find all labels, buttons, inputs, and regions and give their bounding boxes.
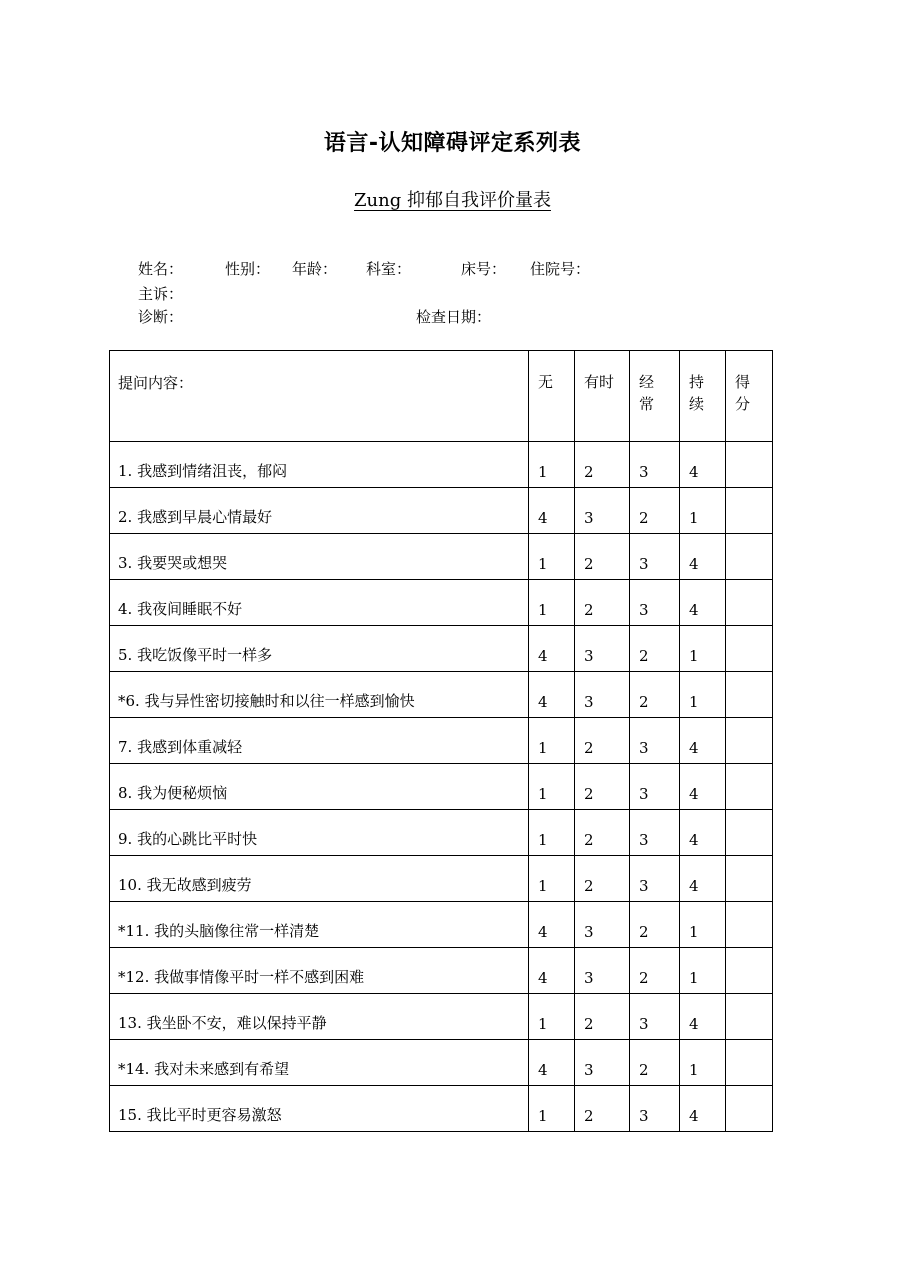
question-text: 4. 我夜间睡眠不好 <box>118 600 243 618</box>
score-option-value: 2 <box>584 601 594 619</box>
score-option-value: 1 <box>538 463 548 481</box>
score-option-often <box>630 994 680 1040</box>
score-input-cell[interactable] <box>726 810 773 856</box>
score-option-value: 1 <box>538 739 548 757</box>
score-option-none <box>529 764 575 810</box>
score-option-often <box>630 488 680 534</box>
header-sometimes <box>575 351 630 442</box>
score-input-cell[interactable] <box>726 488 773 534</box>
table-row <box>110 1086 773 1132</box>
score-option-value: 3 <box>639 877 649 895</box>
score-input-cell[interactable] <box>726 534 773 580</box>
score-option-value: 2 <box>584 463 594 481</box>
score-option-none <box>529 810 575 856</box>
score-option-none <box>529 488 575 534</box>
score-option-value: 2 <box>639 923 649 941</box>
score-option-value: 4 <box>538 509 548 527</box>
score-option-value: 3 <box>584 969 594 987</box>
score-option-sometimes <box>575 994 630 1040</box>
field-name-label: 姓名： <box>138 260 184 278</box>
score-option-none <box>529 580 575 626</box>
score-input-cell[interactable] <box>726 672 773 718</box>
score-option-value: 3 <box>639 1107 649 1125</box>
question-text: 9. 我的心跳比平时快 <box>118 830 258 848</box>
score-option-value: 1 <box>538 555 548 573</box>
question-text: *6. 我与异性密切接触时和以往一样感到愉快 <box>118 692 415 710</box>
score-option-sometimes <box>575 534 630 580</box>
score-option-value: 3 <box>639 463 649 481</box>
header-none-label: 无 <box>538 373 554 391</box>
header-score <box>726 351 773 442</box>
score-option-none <box>529 994 575 1040</box>
score-option-always <box>680 626 726 672</box>
score-option-value: 3 <box>639 601 649 619</box>
score-option-value: 4 <box>538 969 548 987</box>
question-cell <box>110 764 529 810</box>
header-always-label-2: 续 <box>689 395 705 413</box>
score-option-often <box>630 856 680 902</box>
score-option-value: 4 <box>689 739 699 757</box>
score-option-often <box>630 810 680 856</box>
table-row <box>110 626 773 672</box>
scale-subtitle-text: Zung 抑郁自我评价量表 <box>354 190 551 211</box>
question-text: *14. 我对未来感到有希望 <box>118 1060 290 1078</box>
score-option-often <box>630 902 680 948</box>
score-option-value: 4 <box>538 1061 548 1079</box>
table-row <box>110 764 773 810</box>
question-text: 2. 我感到早晨心情最好 <box>118 508 273 526</box>
score-option-value: 4 <box>538 923 548 941</box>
score-option-often <box>630 442 680 488</box>
score-option-value: 4 <box>689 1015 699 1033</box>
question-text: 5. 我吃饭像平时一样多 <box>118 646 273 664</box>
question-text: 8. 我为便秘烦恼 <box>118 784 228 802</box>
score-option-sometimes <box>575 1040 630 1086</box>
field-gender-label: 性别： <box>225 260 271 278</box>
field-diagnosis-label: 诊断： <box>138 308 184 326</box>
question-text: 1. 我感到情绪沮丧，郁闷 <box>118 462 288 480</box>
table-row <box>110 672 773 718</box>
score-option-value: 4 <box>538 647 548 665</box>
table-header-row <box>110 351 773 442</box>
table-row <box>110 902 773 948</box>
score-option-value: 4 <box>689 831 699 849</box>
question-cell <box>110 994 529 1040</box>
table-row <box>110 810 773 856</box>
score-option-sometimes <box>575 764 630 810</box>
score-option-value: 3 <box>639 555 649 573</box>
score-option-sometimes <box>575 856 630 902</box>
score-option-often <box>630 626 680 672</box>
table-row <box>110 1040 773 1086</box>
score-option-value: 2 <box>639 647 649 665</box>
score-option-always <box>680 856 726 902</box>
header-always-label-1: 持 <box>689 373 705 391</box>
score-input-cell[interactable] <box>726 994 773 1040</box>
field-age-label: 年龄： <box>292 260 338 278</box>
score-option-sometimes <box>575 626 630 672</box>
score-option-always <box>680 488 726 534</box>
score-option-value: 4 <box>689 601 699 619</box>
scale-subtitle <box>0 186 905 212</box>
score-input-cell[interactable] <box>726 1040 773 1086</box>
score-option-sometimes <box>575 672 630 718</box>
question-cell <box>110 1086 529 1132</box>
score-option-sometimes <box>575 488 630 534</box>
score-option-value: 3 <box>639 785 649 803</box>
question-cell <box>110 948 529 994</box>
score-option-value: 3 <box>584 647 594 665</box>
score-option-often <box>630 672 680 718</box>
score-option-value: 2 <box>584 739 594 757</box>
questionnaire-table <box>109 350 773 1132</box>
score-input-cell[interactable] <box>726 580 773 626</box>
header-question <box>110 351 529 442</box>
score-option-always <box>680 1040 726 1086</box>
question-cell <box>110 626 529 672</box>
score-option-value: 4 <box>689 785 699 803</box>
score-option-value: 3 <box>584 1061 594 1079</box>
score-option-always <box>680 580 726 626</box>
question-cell <box>110 534 529 580</box>
header-question-label: 提问内容： <box>118 374 194 392</box>
field-admission-label: 住院号： <box>530 260 591 278</box>
score-option-value: 2 <box>639 509 649 527</box>
score-option-value: 1 <box>689 647 699 665</box>
score-option-often <box>630 580 680 626</box>
question-cell <box>110 1040 529 1086</box>
score-option-value: 2 <box>584 831 594 849</box>
score-input-cell[interactable] <box>726 1086 773 1132</box>
table-row <box>110 718 773 764</box>
header-often-label-2: 常 <box>639 395 655 413</box>
score-option-value: 3 <box>584 693 594 711</box>
score-option-value: 4 <box>689 555 699 573</box>
score-option-always <box>680 442 726 488</box>
score-option-value: 2 <box>639 969 649 987</box>
score-option-value: 4 <box>689 1107 699 1125</box>
score-input-cell[interactable] <box>726 442 773 488</box>
header-score-label-2: 分 <box>735 395 751 413</box>
score-option-none <box>529 856 575 902</box>
score-option-none <box>529 626 575 672</box>
score-option-value: 1 <box>538 601 548 619</box>
score-option-value: 2 <box>584 555 594 573</box>
table-row <box>110 948 773 994</box>
table-row <box>110 442 773 488</box>
score-option-value: 3 <box>639 1015 649 1033</box>
score-option-none <box>529 534 575 580</box>
question-text: 13. 我坐卧不安，难以保持平静 <box>118 1014 327 1032</box>
question-text: 3. 我要哭或想哭 <box>118 554 228 572</box>
score-option-none <box>529 948 575 994</box>
question-text: 7. 我感到体重减轻 <box>118 738 243 756</box>
score-option-sometimes <box>575 902 630 948</box>
table-row <box>110 580 773 626</box>
question-cell <box>110 902 529 948</box>
question-cell <box>110 672 529 718</box>
score-option-value: 3 <box>584 509 594 527</box>
question-cell <box>110 718 529 764</box>
field-department-label: 科室： <box>366 260 412 278</box>
score-option-value: 1 <box>538 877 548 895</box>
header-score-label-1: 得 <box>735 373 751 391</box>
score-option-value: 1 <box>689 969 699 987</box>
score-option-none <box>529 718 575 764</box>
question-cell <box>110 580 529 626</box>
score-option-value: 2 <box>584 1015 594 1033</box>
header-often-label-1: 经 <box>639 373 655 391</box>
field-exam-date-label: 检查日期： <box>416 308 492 326</box>
score-option-value: 2 <box>584 785 594 803</box>
score-input-cell[interactable] <box>726 718 773 764</box>
score-input-cell[interactable] <box>726 764 773 810</box>
score-option-always <box>680 534 726 580</box>
header-none <box>529 351 575 442</box>
question-cell <box>110 442 529 488</box>
score-option-none <box>529 1040 575 1086</box>
question-text: 15. 我比平时更容易激怒 <box>118 1106 282 1124</box>
score-option-sometimes <box>575 718 630 764</box>
table-row <box>110 994 773 1040</box>
field-complaint-label: 主诉： <box>138 285 184 303</box>
question-cell <box>110 488 529 534</box>
score-option-value: 1 <box>538 831 548 849</box>
score-option-none <box>529 442 575 488</box>
header-sometimes-label: 有时 <box>584 373 615 391</box>
score-option-always <box>680 718 726 764</box>
field-bed-label: 床号： <box>461 260 507 278</box>
question-text: *11. 我的头脑像往常一样清楚 <box>118 922 320 940</box>
score-option-always <box>680 672 726 718</box>
question-text: *12. 我做事情像平时一样不感到困难 <box>118 968 365 986</box>
score-option-value: 4 <box>538 693 548 711</box>
score-option-value: 1 <box>689 693 699 711</box>
score-option-value: 4 <box>689 463 699 481</box>
question-cell <box>110 810 529 856</box>
table-row <box>110 856 773 902</box>
score-option-value: 2 <box>639 1061 649 1079</box>
score-option-always <box>680 1086 726 1132</box>
score-option-value: 3 <box>639 831 649 849</box>
score-option-sometimes <box>575 442 630 488</box>
score-option-none <box>529 672 575 718</box>
score-option-sometimes <box>575 580 630 626</box>
score-input-cell[interactable] <box>726 902 773 948</box>
score-option-always <box>680 948 726 994</box>
score-option-always <box>680 994 726 1040</box>
score-option-often <box>630 948 680 994</box>
score-input-cell[interactable] <box>726 626 773 672</box>
score-option-sometimes <box>575 1086 630 1132</box>
score-option-value: 1 <box>538 1015 548 1033</box>
score-option-value: 1 <box>689 1061 699 1079</box>
score-option-value: 4 <box>689 877 699 895</box>
table-row <box>110 534 773 580</box>
score-option-often <box>630 1040 680 1086</box>
score-option-always <box>680 810 726 856</box>
header-often <box>630 351 680 442</box>
score-option-often <box>630 1086 680 1132</box>
score-option-value: 2 <box>584 877 594 895</box>
header-always <box>680 351 726 442</box>
score-option-value: 3 <box>639 739 649 757</box>
score-option-value: 1 <box>689 509 699 527</box>
score-option-often <box>630 764 680 810</box>
score-option-value: 1 <box>538 1107 548 1125</box>
score-option-sometimes <box>575 948 630 994</box>
score-option-value: 3 <box>584 923 594 941</box>
score-option-always <box>680 764 726 810</box>
score-option-sometimes <box>575 810 630 856</box>
score-option-value: 2 <box>639 693 649 711</box>
question-cell <box>110 856 529 902</box>
question-text: 10. 我无故感到疲劳 <box>118 876 252 894</box>
score-option-value: 1 <box>689 923 699 941</box>
score-input-cell[interactable] <box>726 856 773 902</box>
score-option-none <box>529 1086 575 1132</box>
document-title: 语言-认知障碍评定系列表 <box>323 131 582 156</box>
score-option-value: 2 <box>584 1107 594 1125</box>
score-option-always <box>680 902 726 948</box>
score-option-none <box>529 902 575 948</box>
score-input-cell[interactable] <box>726 948 773 994</box>
table-row <box>110 488 773 534</box>
score-option-often <box>630 718 680 764</box>
score-option-value: 1 <box>538 785 548 803</box>
score-option-often <box>630 534 680 580</box>
